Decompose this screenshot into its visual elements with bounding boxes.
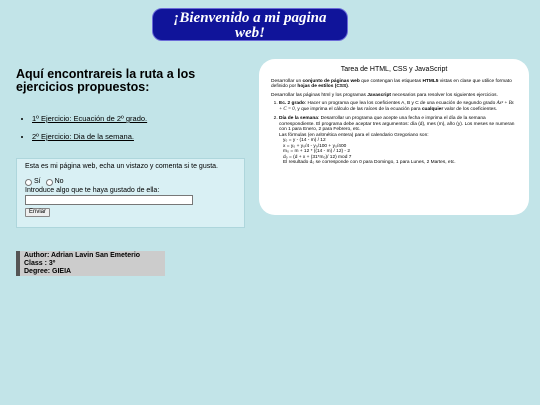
page-banner <box>152 8 348 41</box>
author-name: Author: Adrian Lavin San Emeterio <box>24 252 141 259</box>
task-text: : Hacer un programa que lea los coeficientes A, B y C de una ecuación de segundo grado <box>304 101 497 106</box>
formula-intro: Las fórmulas (en aritmética entera) para el calendario Gregoriano son: <box>279 132 429 138</box>
list-item <box>32 114 147 123</box>
form-intro: Esta es mi página web, echa un vistazo y comenta si te gusta. <box>25 163 218 170</box>
task-paragraph-1 <box>271 79 517 90</box>
author-degree: Degree: GIEIA <box>24 268 72 275</box>
task-text-bold: hojas de estilos (CSS) <box>297 84 348 89</box>
task-description-card <box>259 59 529 215</box>
formula-line: y₀ = y - (14 - m) / 12 <box>283 138 326 143</box>
exercise-list <box>20 114 147 150</box>
comment-prompt: Introduce algo que te haya gustado de ella: <box>25 187 160 194</box>
task-paragraph-2 <box>271 93 517 99</box>
radio-yes[interactable] <box>25 179 32 186</box>
author-class: Class : 3º <box>24 260 56 267</box>
feedback-form <box>16 158 245 228</box>
exercise-link-weekday[interactable]: 2º Ejercicio: Dia de la semana. <box>32 132 134 141</box>
like-radio-group <box>25 178 236 186</box>
equation: Ax² + Bx + C = 0 <box>279 101 514 112</box>
task-text: valor de los coeficientes. <box>443 106 498 112</box>
formula-line: x = y₀ + y₀/4 - y₀/100 + y₀/400 <box>283 143 347 149</box>
submit-button[interactable]: Enviar <box>25 208 50 217</box>
task-list <box>271 101 517 166</box>
author-info <box>16 251 165 276</box>
task-text-bold: HTML5 <box>422 78 439 84</box>
task-text: necesarios para resolver los siguientes ejercicios. <box>390 92 498 98</box>
exercises-heading: Aquí encontrareis la ruta a los ejercicios propuestos: <box>16 67 196 94</box>
comment-input[interactable] <box>25 195 193 205</box>
task-item-title: Día de la semana <box>279 116 318 121</box>
task-item-title: Ec. 2 grado <box>279 101 305 106</box>
radio-no-label: No <box>54 178 64 185</box>
formula-result: El resultado d₀ se corresponde con 0 para Domingo, 1 para Lunes, 2 Martes, etc. <box>283 160 456 165</box>
task-text: vistas en clase que utilice formato definido por <box>271 78 512 89</box>
task-text: Desarrollar un <box>271 78 303 84</box>
formula-line: m₀ = m + 12 * ((14 - m) / 12) - 2 <box>283 149 351 154</box>
exercise-link-quadratic[interactable]: 1º Ejercicio: Ecuación de 2º grado. <box>32 114 148 123</box>
formula-line: d₀ = (d + x + (31*m₀)/ 12) mod 7 <box>283 154 352 160</box>
task-title: Tarea de HTML, CSS y JavaScript <box>340 66 448 73</box>
task-item-quadratic <box>279 101 517 112</box>
task-text: Desarrollar las páginas html y los programas <box>271 92 368 98</box>
radio-yes-label: Sí <box>34 178 41 185</box>
list-item <box>32 132 147 141</box>
task-item-weekday <box>279 116 517 166</box>
banner-title-line2: web! <box>235 25 265 41</box>
task-text: que contengan las etiquetas <box>359 78 423 84</box>
task-text: , y que imprima el cálculo de las raíces de la ecuación para <box>294 106 422 112</box>
task-text-bold: cualquier <box>421 106 444 112</box>
banner-title-line1: ¡Bienvenido a mi pagina <box>173 10 327 26</box>
task-text-bold: conjunto de páginas web <box>302 78 360 84</box>
formula-block <box>279 138 517 160</box>
radio-no[interactable] <box>46 179 53 186</box>
task-text-bold: Javascript <box>367 92 391 98</box>
task-text: : Desarrollar un programa que acepte una fecha e imprima el día de la semana correspondiente. El programa debe aceptar tres argumentos: día (d), mes (m), año (y). Los meses se numeran con 1 para Enero, 2 para Febrero, etc. <box>279 116 515 132</box>
task-text: . <box>347 84 350 89</box>
